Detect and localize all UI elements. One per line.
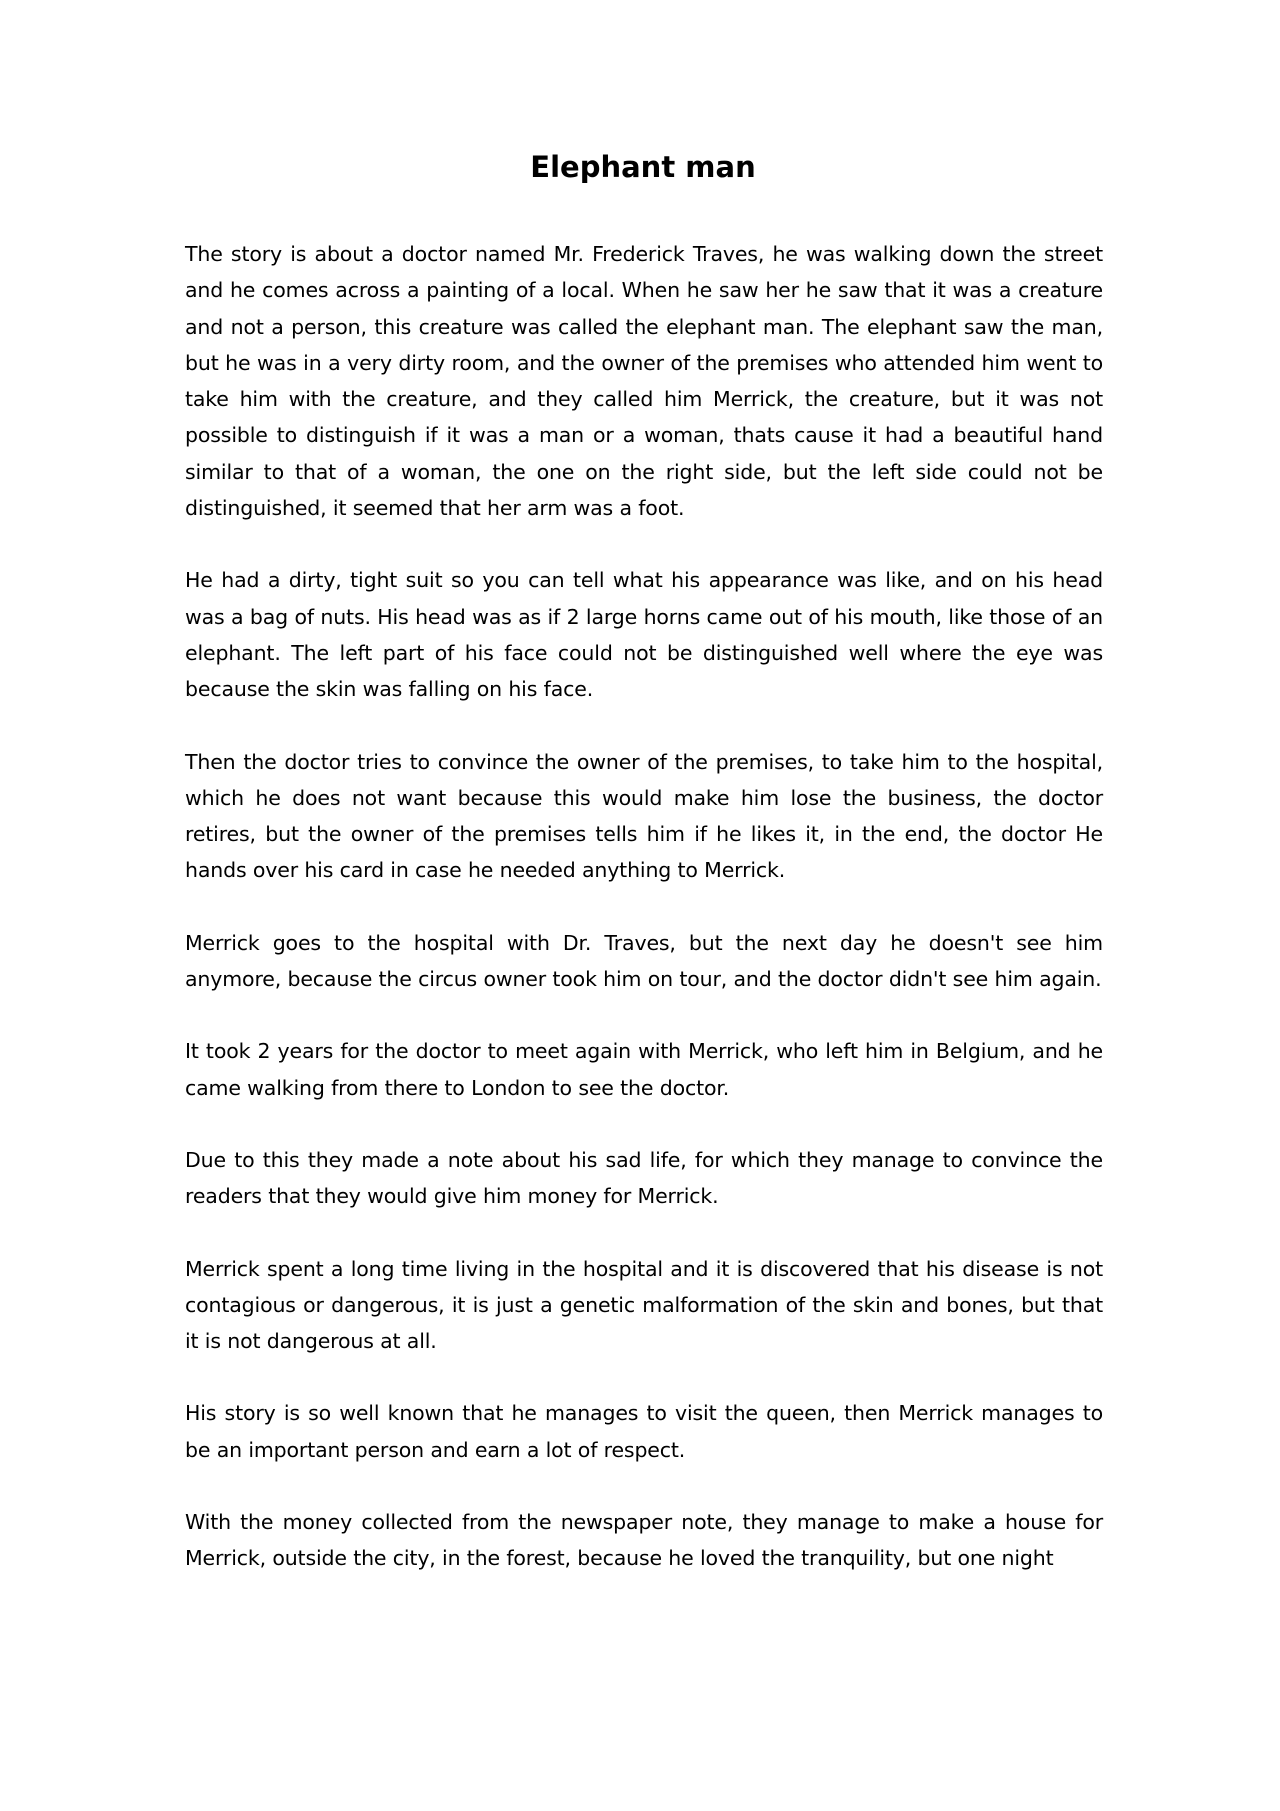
document-title: Elephant man bbox=[530, 150, 756, 184]
paragraph: Merrick spent a long time living in the hospital and it is discovered that his disease is not contagious or dangerous, it is just a genetic malformation of the skin and bones, but that it is not dangerous at all. bbox=[185, 1256, 1103, 1354]
paragraph: It took 2 years for the doctor to meet again with Merrick, who left him in Belgium, and he came walking from there to London to see the doctor. bbox=[185, 1039, 1103, 1100]
paragraph: Merrick goes to the hospital with Dr. Traves, but the next day he doesn't see him anymore, because the circus owner took him on tour, and the doctor didn't see him again. bbox=[185, 930, 1103, 992]
paragraph: Then the doctor tries to convince the owner of the premises, to take him to the hospital, which he does not want because this would make him lose the business, the doctor retires, but the owner of the premises tells him if he likes it, in the end, the doctor He hands over his card in case he needed anything to Merrick. bbox=[185, 749, 1103, 883]
paragraph: Due to this they made a note about his sad life, for which they manage to convince the readers that they would give him money for Merrick. bbox=[185, 1147, 1103, 1209]
paragraph: His story is so well known that he manages to visit the queen, then Merrick manages to be an important person and earn a lot of respect. bbox=[185, 1401, 1103, 1462]
paragraph: The story is about a doctor named Mr. Frederick Traves, he was walking down the street and he comes across a painting of a local. When he saw her he saw that it was a creature and not a person, this creature was called the elephant man. The elephant saw the man, but he was in a very dirty room, and the owner of the premises who attended him went to take him with the creature, and they called him Merrick, the creature, but it was not possible to distinguish if it was a man or a woman, thats cause it had a beautiful hand similar to that of a woman, the one on the right side, but the left side could not be distinguished, it seemed that her arm was a foot. bbox=[185, 242, 1103, 521]
paragraph: With the money collected from the newspaper note, they manage to make a house for Merrick, outside the city, in the forest, because he loved the tranquility, but one night bbox=[185, 1510, 1103, 1571]
document-body bbox=[185, 236, 1103, 1577]
paragraph: He had a dirty, tight suit so you can tell what his appearance was like, and on his head was a bag of nuts. His head was as if 2 large horns came out of his mouth, like those of an elephant. The left part of his face could not be distinguished well where the eye was because the skin was falling on his face. bbox=[185, 568, 1103, 702]
